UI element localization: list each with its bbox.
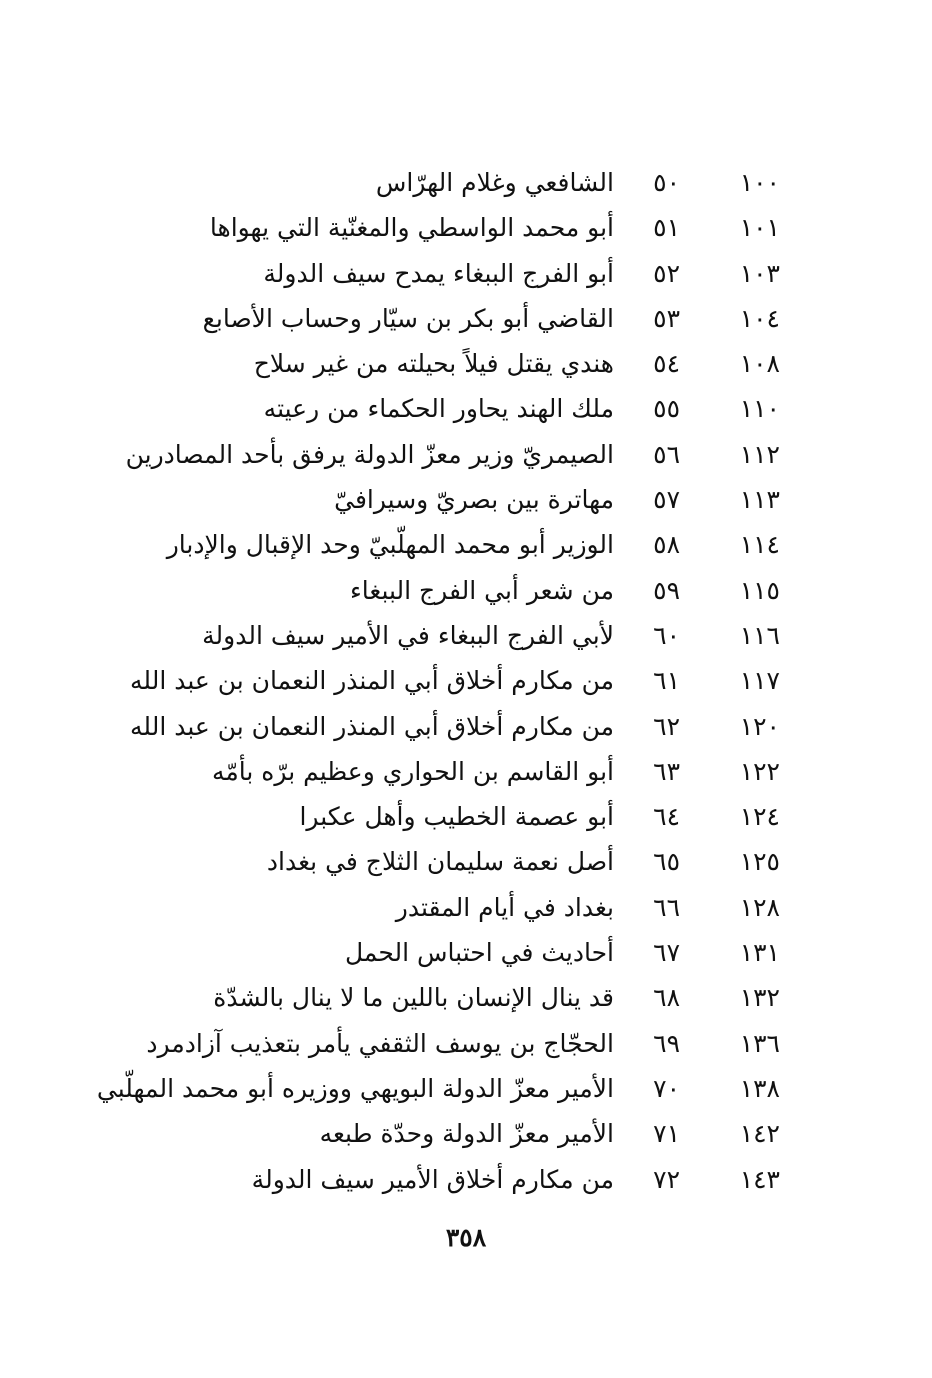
page-number: ١٠٠ <box>739 168 780 197</box>
page-number: ١٣٨ <box>739 1073 780 1103</box>
entry-title: الشافعي وغلام الهرّاس <box>375 168 614 197</box>
entry-title: من مكارم أخلاق الأمير سيف الدولة <box>251 1164 614 1194</box>
entry-number: ٥٦ <box>653 439 680 469</box>
page-number: ١١٦ <box>739 620 780 650</box>
toc-entry <box>0 1066 932 1111</box>
toc-entry <box>0 613 932 658</box>
entry-title: هندي يقتل فيلاً بحيلته من غير سلاح <box>253 349 614 379</box>
entry-number: ٦٧ <box>653 938 680 968</box>
table-of-contents <box>0 160 932 1202</box>
toc-entry <box>0 839 932 884</box>
page-number: ١٢٥ <box>739 847 780 877</box>
entry-number: ٥٢ <box>653 258 680 288</box>
toc-entry <box>0 341 932 386</box>
entry-title: أحاديث في احتباس الحمل <box>345 938 614 968</box>
entry-number: ٦٠ <box>653 620 680 650</box>
entry-title: أبو الفرج الببغاء يمدح سيف الدولة <box>263 258 614 288</box>
entry-title: من مكارم أخلاق أبي المنذر النعمان بن عبد الله <box>130 711 614 741</box>
entry-number: ٥٤ <box>653 349 680 379</box>
toc-entry <box>0 251 932 296</box>
toc-entry <box>0 1111 932 1156</box>
entry-title: أبو القاسم بن الحواري وعظيم برّه بأمّه <box>211 756 614 786</box>
entry-title: من شعر أبي الفرج الببغاء <box>350 575 614 605</box>
toc-entry <box>0 794 932 839</box>
entry-title: الحجّاج بن يوسف الثقفي يأمر بتعذيب آزادمرد <box>146 1028 614 1058</box>
entry-number: ٥٨ <box>653 530 680 560</box>
entry-title: الأمير معزّ الدولة وحدّة طبعه <box>319 1119 614 1149</box>
entry-title: بغداد في أيام المقتدر <box>395 892 614 922</box>
entry-number: ٦٣ <box>653 756 680 786</box>
toc-entry <box>0 885 932 930</box>
entry-number: ٦٨ <box>653 983 680 1013</box>
page-number: ١٠٣ <box>739 258 780 288</box>
entry-number: ٥٣ <box>653 303 680 333</box>
page-number: ١٠٨ <box>739 349 780 379</box>
toc-entry <box>0 1157 932 1202</box>
entry-title: من مكارم أخلاق أبي المنذر النعمان بن عبد الله <box>130 666 614 696</box>
entry-number: ٦٢ <box>653 711 680 741</box>
entry-number: ٧١ <box>653 1119 680 1149</box>
page-number: ١٣٦ <box>739 1028 780 1058</box>
page-number: ١٢٨ <box>739 892 780 922</box>
toc-entry <box>0 386 932 431</box>
toc-entry <box>0 930 932 975</box>
toc-entry <box>0 658 932 703</box>
toc-entry <box>0 704 932 749</box>
entry-title: ملك الهند يحاور الحكماء من رعيته <box>263 394 614 424</box>
entry-number: ٦٥ <box>653 847 680 877</box>
toc-entry <box>0 205 932 250</box>
entry-number: ٦١ <box>653 666 680 696</box>
entry-number: ٧٠ <box>653 1073 680 1103</box>
page-folio-number: ٣٥٨ <box>445 1223 487 1252</box>
entry-title: قد ينال الإنسان باللين ما لا ينال بالشدّة <box>213 983 614 1013</box>
page-number: ١١٣ <box>739 485 780 515</box>
entry-title: القاضي أبو بكر بن سيّار وحساب الأصابع <box>202 303 614 333</box>
toc-entry <box>0 296 932 341</box>
toc-entry <box>0 749 932 794</box>
toc-entry <box>0 160 932 205</box>
page-number: ١١٤ <box>739 530 780 560</box>
toc-entry <box>0 1021 932 1066</box>
entry-title: مهاترة بين بصريّ وسيرافيّ <box>334 485 614 515</box>
page-number: ١٠٤ <box>739 303 780 333</box>
page-number: ١٢٤ <box>739 802 780 832</box>
entry-number: ٧٢ <box>653 1164 680 1194</box>
page-number: ١٤٢ <box>739 1119 780 1149</box>
entry-title: أبو عصمة الخطيب وأهل عكبرا <box>299 802 614 832</box>
page-number: ١١٧ <box>739 666 780 696</box>
entry-title: الوزير أبو محمد المهلّبيّ وحد الإقبال والإدبار <box>166 530 614 560</box>
entry-number: ٥١ <box>653 213 680 243</box>
entry-number: ٥٩ <box>653 575 680 605</box>
toc-entry <box>0 975 932 1020</box>
entry-number: ٦٤ <box>653 802 680 832</box>
page-number: ١٣٢ <box>739 983 780 1013</box>
page-number: ١١٠ <box>739 394 780 424</box>
entry-title: لأبي الفرج الببغاء في الأمير سيف الدولة <box>202 620 614 650</box>
entry-number: ٦٩ <box>653 1028 680 1058</box>
toc-entry <box>0 477 932 522</box>
page-number: ١٢٠ <box>739 711 780 741</box>
entry-number: ٦٦ <box>653 892 680 922</box>
entry-title: أبو محمد الواسطي والمغنّية التي يهواها <box>209 213 614 243</box>
page-number: ١٣١ <box>739 938 780 968</box>
entry-number: ٥٥ <box>653 394 680 424</box>
entry-title: الصيمريّ وزير معزّ الدولة يرفق بأحد المصادرين <box>125 439 614 469</box>
entry-number: ٥٠ <box>653 168 680 197</box>
toc-entry <box>0 522 932 567</box>
entry-number: ٥٧ <box>653 485 680 515</box>
entry-title: الأمير معزّ الدولة البويهي ووزيره أبو محمد المهلّبي <box>96 1073 614 1103</box>
page-number: ١٠١ <box>739 213 780 243</box>
toc-entry <box>0 432 932 477</box>
page-number: ١١٢ <box>739 439 780 469</box>
toc-entry <box>0 568 932 613</box>
page-number: ١١٥ <box>739 575 780 605</box>
page-number: ١٢٢ <box>739 756 780 786</box>
page-number: ١٤٣ <box>739 1164 780 1194</box>
entry-title: أصل نعمة سليمان الثلاج في بغداد <box>266 847 614 877</box>
